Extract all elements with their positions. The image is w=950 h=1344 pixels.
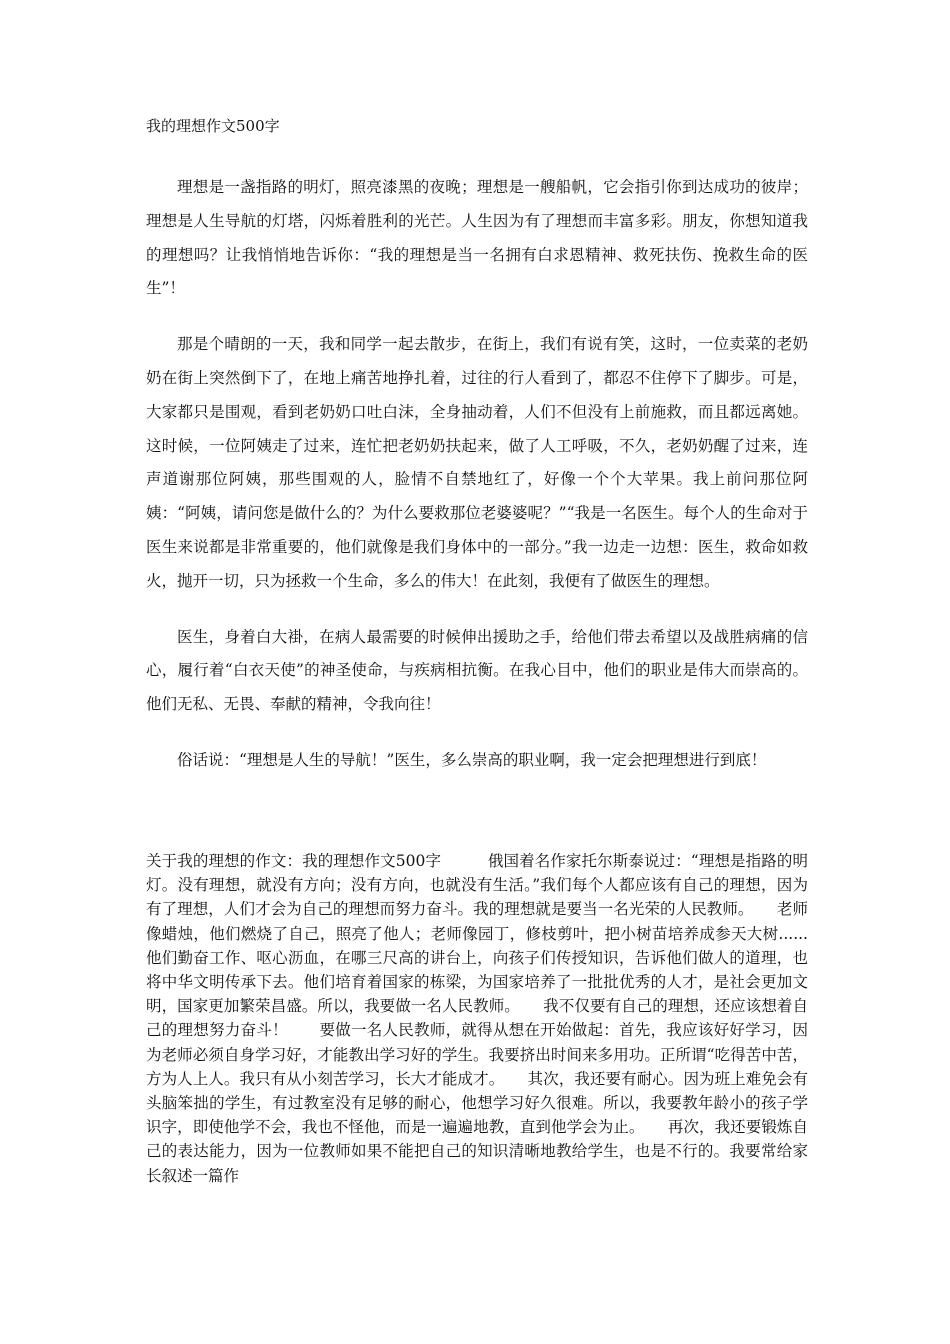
- essay-body: [146, 171, 808, 800]
- essay-paragraph: 那是个晴朗的一天，我和同学一起去散步，在街上，我们有说有笑，这时，一位卖菜的老奶奶在街上突然倒下了，在地上痛苦地挣扎着，过往的行人看到了，都忍不住停下了脚步。可是，大家都只是围观，看到老奶奶口吐白沫，全身抽动着，人们不但没有上前施救，而且都远离她。这时候，一位阿姨走了过来，连忙把老奶奶扶起来，做了人工呼吸，不久，老奶奶醒了过来，连声道谢那位阿姨，那些围观的人，脸情不自禁地红了，好像一个个大苹果。我上前问那位阿姨：“阿姨，请问您是做什么的？为什么要救那位老婆婆呢？”“我是一名医生。每个人的生命对于医生来说都是非常重要的，他们就像是我们身体中的一部分。”我一边走一边想：医生，救命如救火，抛开一切，只为拯救一个生命，多么的伟大！在此刻，我便有了做医生的理想。: [146, 335, 808, 590]
- document-title: 我的理想作文500字: [146, 117, 280, 135]
- related-essay-text: 关于我的理想的作文：我的理想作文500字 俄国着名作家托尔斯泰说过：“理想是指路的明灯。没有理想，就没有方向；没有方向，也就没有生活。”我们每个人都应该有自己的理想，因为有了理想，人们才会为自己的理想而努力奋斗。我的理想就是要当一名光荣的人民教师。 老师像蜡烛，他们燃烧了自己，照亮了他人；老师像园丁，修枝剪叶，把小树苗培养成参天大树...... 他们勤奋工作、呕心沥血，在哪三尺高的讲台上，向孩子们传授知识，告诉他们做人的道理，也将中华文明传承下去。他们培育着国家的栋梁，为国家培养了一批批优秀的人才，是社会更加文明，国家更加繁荣昌盛。所以，我要做一名人民教师。 我不仅要有自己的理想，还应该想着自己的理想努力奋斗！ 要做一名人民教师，就得从想在开始做起：首先，我应该好好学习，因为老师必须自身学习好，才能教出学习好的学生。我要挤出时间来多用功。正所谓“吃得苦中苦，方为人上人。我只有从小刻苦学习，长大才能成才。 其次，我还要有耐心。因为班上难免会有头脑笨拙的学生，有过教室没有足够的耐心，他想学习好久很难。所以，我要教年龄小的孩子学识字，即使他学不会，我也不怪他，而是一遍遍地教，直到他学会为止。 再次，我还要锻炼自己的表达能力，因为一位教师如果不能把自己的知识清晰地教给学生，也是不行的。我要常给家长叙述一篇作: [146, 852, 824, 1185]
- essay-paragraph: 俗话说：“理想是人生的导航！”医生，多么崇高的职业啊，我一定会把理想进行到底！: [177, 750, 767, 769]
- essay-paragraph: 医生，身着白大褂，在病人最需要的时候伸出援助之手，给他们带去希望以及战胜病痛的信心，履行着“白衣天使”的神圣使命，与疾病相抗衡。在我心目中，他们的职业是伟大而崇高的。他们无私、无畏、奉献的精神，令我向往！: [146, 627, 808, 714]
- essay-paragraph: 理想是一盏指路的明灯，照亮漆黑的夜晚；理想是一艘船帆，它会指引你到达成功的彼岸；理想是人生导航的灯塔，闪烁着胜利的光芒。人生因为有了理想而丰富多彩。朋友，你想知道我的理想吗？让我悄悄地告诉你：“我的理想是当一名拥有白求恩精神、救死扶伤、挽救生命的医生”！: [146, 178, 808, 298]
